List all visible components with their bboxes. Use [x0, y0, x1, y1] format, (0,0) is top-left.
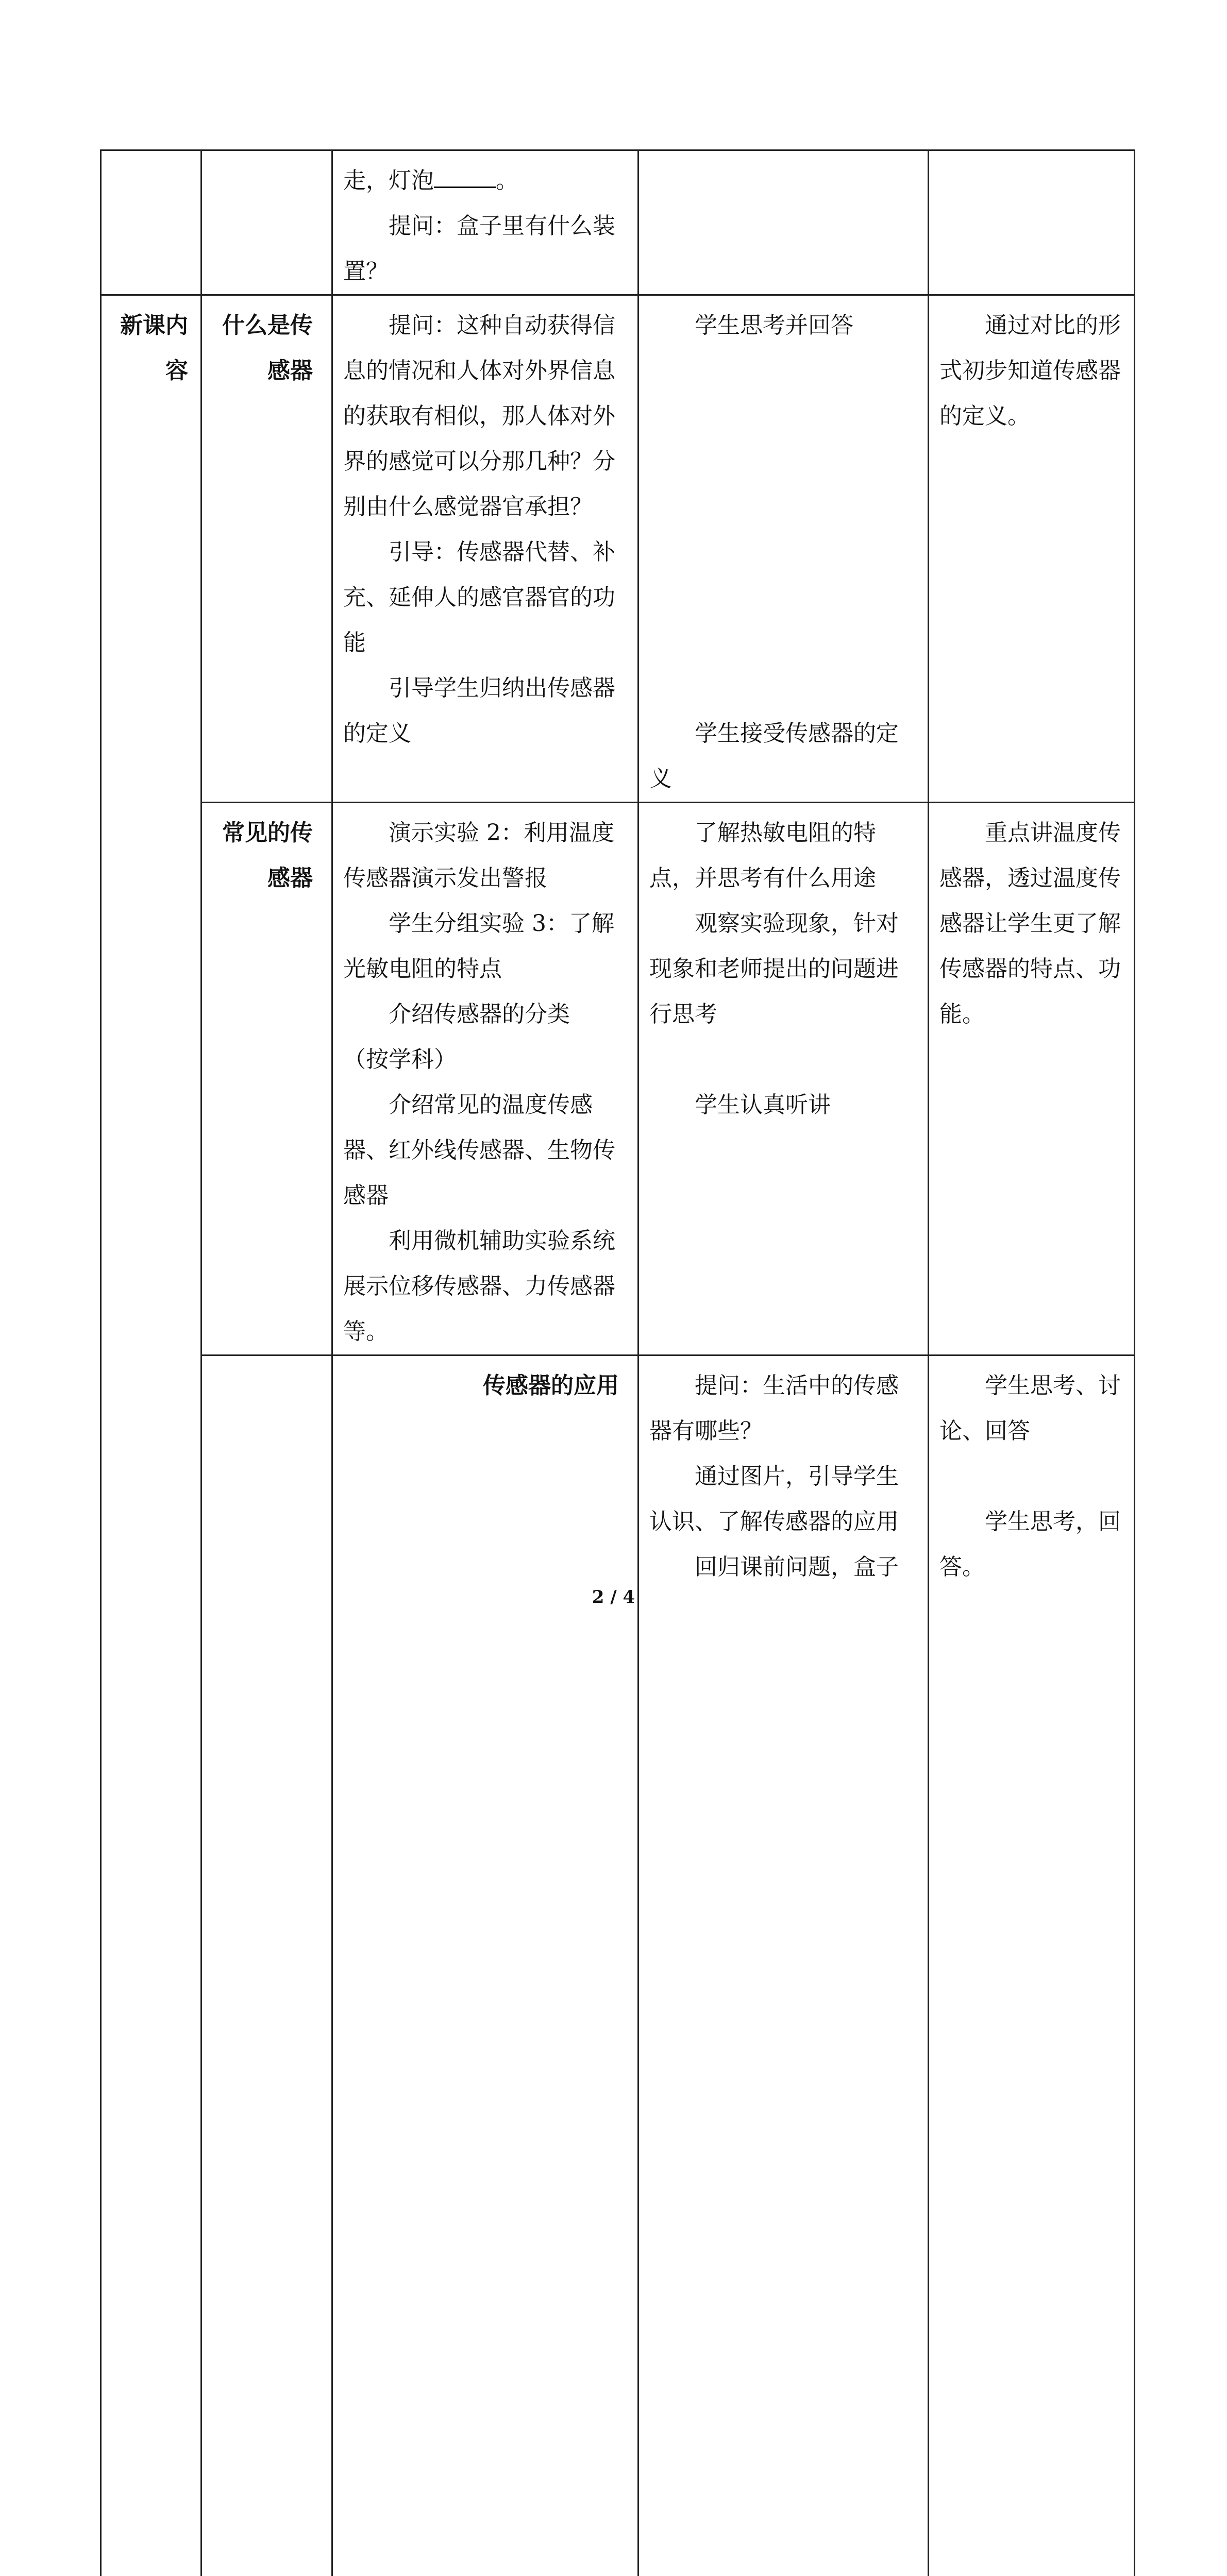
- method-paragraph: 提问：这种自动获得信息的情况和人体对外界信息的获取有相似，那人体对外界的感觉可以分那几种？分别由什么感觉器官承担？: [343, 303, 627, 530]
- table-row: [101, 1355, 1135, 2576]
- section-label-cell: [101, 295, 201, 2576]
- empty-cell: [201, 150, 332, 295]
- purpose-paragraph: 重点讲温度传感器，透过温度传感器让学生更了解传感器的特点、功能。: [939, 810, 1123, 1037]
- student-paragraph: 学生思考，回答。: [939, 1499, 1123, 1590]
- student-cell: [638, 295, 929, 803]
- student-cell: [638, 803, 929, 1355]
- method-paragraph: 提问：盒子里有什么装置？: [343, 204, 627, 294]
- empty-cell: [101, 150, 201, 295]
- method-paragraph: 引导学生归纳出传感器的定义: [343, 666, 627, 756]
- method-cell: [638, 1355, 929, 2576]
- topic-label: 常见的传感器: [202, 803, 331, 901]
- student-paragraph: 了解热敏电阻的特点，并思考有什么用途: [649, 810, 917, 901]
- student-paragraph: 学生思考并回答: [649, 303, 917, 348]
- method-paragraph: 引导：传感器代替、补充、延伸人的感官器官的功能: [343, 530, 627, 666]
- topic-label: 什么是传感器: [202, 296, 331, 394]
- method-line: 走，灯泡 。: [343, 158, 627, 204]
- student-paragraph: 观察实验现象，针对现象和老师提出的问题进行思考: [649, 901, 917, 1037]
- lesson-plan-table: [100, 149, 1135, 2576]
- table-row: [101, 803, 1135, 1355]
- method-paragraph: 回归课前问题，盒子: [649, 1545, 917, 1590]
- purpose-cell: [929, 803, 1135, 1355]
- method-paragraph: （按学科）: [343, 1037, 627, 1082]
- student-paragraph: 学生认真听讲: [649, 1082, 917, 1128]
- purpose-paragraph: 通过对比的形式初步知道传感器的定义。: [939, 303, 1123, 439]
- method-paragraph: 利用微机辅助实验系统展示位移传感器、力传感器等。: [343, 1218, 627, 1354]
- student-cell: [929, 1355, 1135, 2576]
- method-paragraph: 提问：生活中的传感器有哪些？: [649, 1363, 917, 1454]
- answer-blank: [434, 160, 496, 188]
- method-paragraph: 演示实验 2：利用温度传感器演示发出警报: [343, 810, 627, 901]
- table-row: [101, 295, 1135, 803]
- purpose-cell: [929, 295, 1135, 803]
- section-label-cell-continued: [201, 1355, 332, 2576]
- topic-cell: [332, 1355, 638, 2576]
- method-paragraph: 学生分组实验 3：了解光敏电阻的特点: [343, 901, 627, 992]
- method-paragraph: 通过图片，引导学生认识、了解传感器的应用: [649, 1454, 917, 1545]
- purpose-cell: [929, 150, 1135, 295]
- method-cell: [332, 803, 638, 1355]
- table-row: [101, 150, 1135, 295]
- method-cell: [332, 150, 638, 295]
- section-label: 新课内容: [102, 296, 200, 394]
- method-paragraph: 介绍传感器的分类: [343, 992, 627, 1037]
- student-paragraph: 学生思考、讨论、回答: [939, 1363, 1123, 1454]
- topic-cell: [201, 295, 332, 803]
- page-number: 2 / 4: [0, 1587, 1227, 1607]
- method-cell: [332, 295, 638, 803]
- topic-label: 传感器的应用: [333, 1356, 637, 1409]
- topic-cell: [201, 803, 332, 1355]
- student-paragraph: 学生接受传感器的定义: [649, 711, 917, 802]
- method-paragraph: 介绍常见的温度传感器、红外线传感器、生物传感器: [343, 1082, 627, 1218]
- student-cell: [638, 150, 929, 295]
